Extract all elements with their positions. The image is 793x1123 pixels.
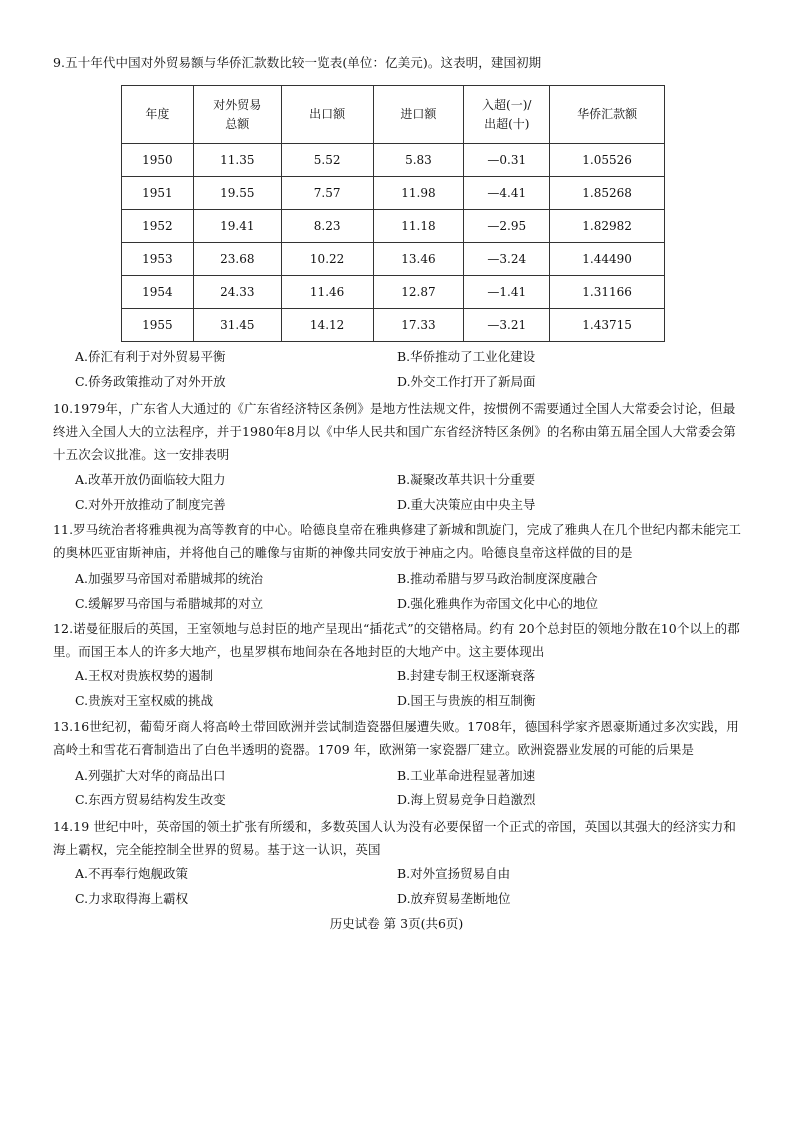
table-header-cell: 对外贸易 总额 <box>193 86 281 144</box>
page-footer: 历史试卷 第 3页(共6页) <box>329 916 464 931</box>
table-cell: 1952 <box>122 210 194 243</box>
question-11-stem: 11.罗马统治者将雅典视为高等教育的中心。哈德良皇帝在雅典修建了新城和凯旋门，完成了雅典人在几个世纪内都未能完工的奥林匹亚宙斯神庙，并将他自己的雕像与宙斯的神像共同安放于神庙之内。哈德良皇帝这样做的目的是 <box>53 522 741 560</box>
question-10-stem: 10.1979年，广东省人大通过的《广东省经济特区条例》是地方性法规文件，按惯例不需要通过全国人大常委会讨论，但最终进入全国人大的立法程序，并于1980年8月以《中华人民共和国广东省经济特区条例》的名称由第五届全国人大常委会第十五次会议批准。这一安排表明 <box>53 401 736 462</box>
table-cell: 1.82982 <box>550 210 665 243</box>
question-13-option-c[interactable]: C.东西方贸易结构发生改变 <box>75 792 226 807</box>
table-cell: 1.85268 <box>550 177 665 210</box>
table-cell: 31.45 <box>193 309 281 342</box>
question-13-option-a[interactable]: A.列强扩大对华的商品出口 <box>75 768 226 783</box>
table-cell: 1.43715 <box>550 309 665 342</box>
table-cell: 13.46 <box>373 243 464 276</box>
table-cell: 8.23 <box>281 210 373 243</box>
question-10-option-a[interactable]: A.改革开放仍面临较大阻力 <box>75 472 226 487</box>
question-10-option-d[interactable]: D.重大决策应由中央主导 <box>397 497 536 512</box>
table-cell: 17.33 <box>373 309 464 342</box>
table-cell: 1953 <box>122 243 194 276</box>
table-row <box>122 243 665 276</box>
table-cell: 7.57 <box>281 177 373 210</box>
table-cell: 19.55 <box>193 177 281 210</box>
table-row <box>122 309 665 342</box>
table-cell: 19.41 <box>193 210 281 243</box>
table-row <box>122 276 665 309</box>
table-cell: 1.31166 <box>550 276 665 309</box>
table-cell: 10.22 <box>281 243 373 276</box>
table-cell: 1.05526 <box>550 144 665 177</box>
question-10-option-b[interactable]: B.凝聚改革共识十分重要 <box>397 472 536 487</box>
question-12-option-c[interactable]: C.贵族对王室权威的挑战 <box>75 693 214 708</box>
question-9-option-d[interactable]: D.外交工作打开了新局面 <box>397 374 536 389</box>
table-cell: 11.35 <box>193 144 281 177</box>
question-10-option-c[interactable]: C.对外开放推动了制度完善 <box>75 497 226 512</box>
question-12-option-b[interactable]: B.封建专制王权逐渐衰落 <box>397 668 536 683</box>
table-cell: 1.44490 <box>550 243 665 276</box>
table-cell: —2.95 <box>464 210 550 243</box>
table-cell: 1954 <box>122 276 194 309</box>
table-cell: —1.41 <box>464 276 550 309</box>
question-12-option-d[interactable]: D.国王与贵族的相互制衡 <box>397 693 536 708</box>
table-cell: 1951 <box>122 177 194 210</box>
question-12-stem: 12.诺曼征服后的英国，王室领地与总封臣的地产呈现出“插花式”的交错格局。约有 20个总封臣的领地分散在10个以上的郡里。而国王本人的许多大地产，也星罗棋布地间杂在各地封臣的大地产中。这主要体现出 <box>53 621 740 659</box>
table-cell: 11.18 <box>373 210 464 243</box>
table-header-row <box>122 86 665 144</box>
question-11-option-d[interactable]: D.强化雅典作为帝国文化中心的地位 <box>397 596 599 611</box>
table-cell: —3.24 <box>464 243 550 276</box>
question-14-option-c[interactable]: C.力求取得海上霸权 <box>75 891 189 906</box>
table-cell: 1955 <box>122 309 194 342</box>
table-row <box>122 144 665 177</box>
table-row <box>122 177 665 210</box>
question-14-option-b[interactable]: B.对外宣扬贸易自由 <box>397 866 511 881</box>
table-cell: 5.83 <box>373 144 464 177</box>
question-9-stem: 9.五十年代中国对外贸易额与华侨汇款数比较一览表(单位：亿美元)。这表明，建国初期 <box>53 55 542 70</box>
table-cell: —0.31 <box>464 144 550 177</box>
question-9-option-b[interactable]: B.华侨推动了工业化建设 <box>397 349 536 364</box>
table-cell: 24.33 <box>193 276 281 309</box>
table-row <box>122 210 665 243</box>
trade-remittance-table <box>121 85 665 342</box>
table-cell: —4.41 <box>464 177 550 210</box>
question-13-option-b[interactable]: B.工业革命进程显著加速 <box>397 768 536 783</box>
question-14-stem: 14.19 世纪中叶，英帝国的领土扩张有所缓和，多数英国人认为没有必要保留一个正式的帝国，英国以其强大的经济实力和海上霸权，完全能控制全世界的贸易。基于这一认识，英国 <box>53 819 736 857</box>
table-header-cell: 年度 <box>122 86 194 144</box>
table-header-cell: 进口额 <box>373 86 464 144</box>
question-9-option-a[interactable]: A.侨汇有利于对外贸易平衡 <box>75 349 226 364</box>
question-14-option-d[interactable]: D.放弃贸易垄断地位 <box>397 891 511 906</box>
table-cell: 11.46 <box>281 276 373 309</box>
table-cell: 14.12 <box>281 309 373 342</box>
question-13-stem: 13.16世纪初，葡萄牙商人将高岭土带回欧洲并尝试制造瓷器但屡遭失败。1708年，德国科学家齐恩豪斯通过多次实践，用高岭土和雪花石膏制造出了白色半透明的瓷器。1709 年，欧洲第一家瓷器厂建立。欧洲瓷器业发展的可能的后果是 <box>53 719 739 757</box>
question-9-option-c[interactable]: C.侨务政策推动了对外开放 <box>75 374 226 389</box>
table-cell: 12.87 <box>373 276 464 309</box>
question-11-option-b[interactable]: B.推动希腊与罗马政治制度深度融合 <box>397 571 598 586</box>
question-11-option-c[interactable]: C.缓解罗马帝国与希腊城邦的对立 <box>75 596 264 611</box>
question-11-option-a[interactable]: A.加强罗马帝国对希腊城邦的统治 <box>75 571 264 586</box>
table-cell: 23.68 <box>193 243 281 276</box>
table-cell: 11.98 <box>373 177 464 210</box>
question-14-option-a[interactable]: A.不再奉行炮舰政策 <box>75 866 189 881</box>
table-cell: —3.21 <box>464 309 550 342</box>
table-cell: 5.52 <box>281 144 373 177</box>
table-cell: 1950 <box>122 144 194 177</box>
table-header-cell: 入超(一)/ 出超(十) <box>464 86 550 144</box>
question-12-option-a[interactable]: A.王权对贵族权势的遏制 <box>75 668 214 683</box>
question-13-option-d[interactable]: D.海上贸易竞争日趋激烈 <box>397 792 536 807</box>
table-header-cell: 华侨汇款额 <box>550 86 665 144</box>
table-header-cell: 出口额 <box>281 86 373 144</box>
